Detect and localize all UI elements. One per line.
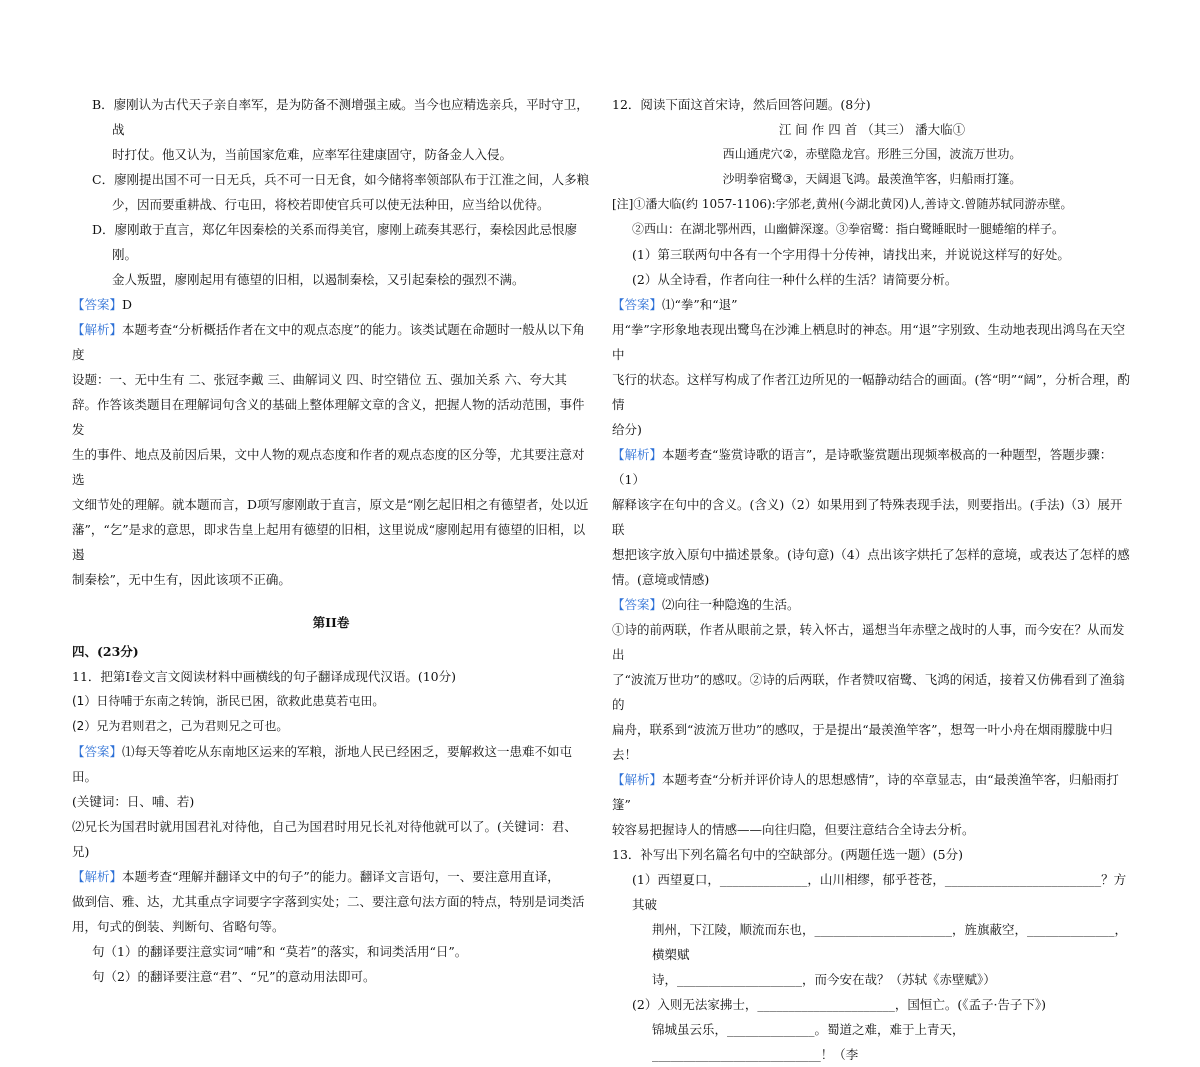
analysis-12b-line2: 较容易把握诗人的情感——向往归隐，但要注意结合全诗去分析。: [612, 822, 975, 837]
answer-tag: 【答案】: [612, 597, 663, 612]
analysis-11-line1: 【解析】本题考查“理解并翻译文中的句子”的能力。翻译文言语句，一、要注意用直译，: [72, 869, 560, 884]
question-13-part1-line1: (1）西望夏口，______________，山川相缪，郁乎苍苍，_________________________？方其破: [632, 872, 1127, 912]
part-four-heading: 四、(23分): [72, 644, 139, 659]
analysis-tag: 【解析】: [72, 869, 123, 884]
answer-11-line2: ⑵兄长为国君时就用国君礼对待他，自己为国君时用兄长礼对待他就可以了。(关键词：君、兄): [72, 819, 577, 859]
question-13-part1-line3: 诗，____________________，而今安在哉？（苏轼《赤壁赋》）: [652, 972, 996, 987]
option-d-line1: D．廖刚敢于直言，郑亿年因秦桧的关系而得美官，廖刚上疏奏其恶行，秦桧因此忌恨廖刚。: [92, 222, 578, 262]
poem-line1: 西山通虎穴②，赤壁隐龙宫。形胜三分国，波流万世功。: [722, 147, 1022, 161]
analysis-line7: 制秦桧”，无中生有，因此该项不正确。: [72, 572, 291, 587]
analysis-12-line4: 情。(意境或情感): [612, 572, 710, 587]
section-title: 第II卷: [312, 615, 350, 630]
analysis-11-line2: 做到信、雅、达，尤其重点字词要字字落到实处；二、要注意句法方面的特点，特别是词类活: [72, 894, 585, 909]
question-13-part2-line2: 锦城虽云乐，______________。蜀道之难，难于上青天，___________________________！（李: [652, 1022, 965, 1062]
answer-12-line4: 给分): [612, 422, 642, 437]
answer-12b-line1: 【答案】⑵向往一种隐逸的生活。: [612, 597, 800, 612]
answer-line: [72, 292, 590, 317]
answer-12b-line4: 扁舟，联系到“波流万世功”的感叹，于是提出“最羡渔竿客”，想驾一叶小舟在烟雨朦胧中归去！: [612, 722, 1113, 762]
question-12-sub2: (2）从全诗看，作者向往一种什么样的生活？请简要分析。: [632, 272, 958, 287]
answer-12b-line2: ①诗的前两联，作者从眼前之景，转入怀古，遥想当年赤壁之战时的人事，而今安在？从而发出: [612, 622, 1125, 662]
poem-note2: ②西山：在湖北鄂州西，山幽僻深邃。③拳宿鹭：指白鹭睡眠时一腿蜷缩的样子。: [632, 222, 1065, 236]
answer-11-keywords: (关键词：日、哺、若): [72, 794, 195, 809]
answer-12-line2: 用“拳”字形象地表现出鹭鸟在沙滩上栖息时的神态。用“退”字别致、生动地表现出鸿鸟在天空中: [612, 322, 1126, 362]
analysis-line4: 生的事件、地点及前因后果，文中人物的观点态度和作者的观点态度的区分等，尤其要注意对选: [72, 447, 585, 487]
question-13-part1-line2: 荆州，下江陵，顺流而东也，______________________，旌旗蔽空，______________，横槊赋: [652, 922, 1128, 962]
analysis-line1: 【解析】本题考查“分析概括作者在文中的观点态度”的能力。该类试题在命题时一般从以下角度: [72, 322, 585, 362]
answer-11-line1: 【答案】⑴每天等着吃从东南地区运来的军粮，浙地人民已经困乏，要解救这一患难不如屯田。: [72, 744, 573, 784]
option-c-line1: C．廖刚提出国不可一日无兵，兵不可一日无食，如今储将率领部队布于江淮之间，人多粮: [92, 172, 590, 187]
analysis-11-line3: 用，句式的倒装、判断句、省略句等。: [72, 919, 285, 934]
analysis-line5: 文细节处的理解。就本题而言，D项写廖刚敢于直言，原文是“刚乞起旧相之有德望者，处以近: [72, 497, 589, 512]
analysis-11-line5: 句（2）的翻译要注意“君”、“兄”的意动用法即可。: [92, 969, 376, 984]
answer-12-line3: 飞行的状态。这样写构成了作者江边所见的一幅静动结合的画面。(答“明”“阔”，分析合理，酌情: [612, 372, 1130, 412]
poem-line2: 沙明拳宿鹭③，天阔退飞鸿。最羡渔竿客，归船雨打篷。: [722, 172, 1022, 186]
left-column: [72, 92, 590, 989]
answer-tag: 【答案】: [72, 744, 123, 759]
analysis-12b-line1: 【解析】本题考查“分析并评价诗人的思想感情”，诗的卒章显志，由“最羡渔竿客，归船雨打篷”: [612, 772, 1119, 812]
question-13-part2-line1: (2）入则无法家拂士，______________________，国恒亡。(《孟子·告子下》): [632, 997, 1047, 1012]
analysis-12-line2: 解释该字在句中的含义。(含义)（2）如果用到了特殊表现手法，则要指出。(手法)（3）展开联: [612, 497, 1123, 537]
option-c-line2: 少，因而要重耕战、行屯田，将校若即使官兵可以使无法种田，应当给以优待。: [112, 197, 550, 212]
analysis-tag: 【解析】: [612, 447, 663, 462]
poem-title: 江 间 作 四 首 （其三） 潘大临①: [778, 122, 966, 137]
analysis-line6: 藩”，“乞”是求的意思，即求告皇上起用有德望的旧相，这里说成“廖刚起用有德望的旧相，以遏: [72, 522, 586, 562]
question-11-sentence2: (2）兄为君则君之，己为君则兄之可也。: [72, 719, 289, 733]
option-b-line2: 时打仗。他又认为，当前国家危难，应率军往建康固守，防备金人入侵。: [112, 147, 513, 162]
analysis-12-line3: 想把该字放入原句中描述景象。(诗句意)（4）点出该字烘托了怎样的意境，或表达了怎样的感: [612, 547, 1130, 562]
question-12: 12．阅读下面这首宋诗，然后回答问题。(8分): [612, 97, 871, 112]
answer-12b-line3: 了“波流万世功”的感叹。②诗的后两联，作者赞叹宿鹭、飞鸿的闲适，接着又仿佛看到了渔翁的: [612, 672, 1125, 712]
option-b-line1: B．廖刚认为古代天子亲自率军，是为防备不测增强主威。当今也应精选亲兵，平时守卫，战: [92, 97, 589, 137]
analysis-tag: 【解析】: [72, 322, 123, 337]
question-13: 13．补写出下列名篇名句中的空缺部分。(两题任选一题）(5分): [612, 847, 963, 862]
right-column: [612, 92, 1132, 1067]
question-12-sub1: (1）第三联两句中各有一个字用得十分传神，请找出来，并说说这样写的好处。: [632, 247, 1070, 262]
analysis-12-line1: 【解析】本题考查“鉴赏诗歌的语言”，是诗歌鉴赏题出现频率极高的一种题型，答题步骤：（1）: [612, 447, 1113, 487]
question-11-sentence1: (1）日待哺于东南之转饷，浙民已困，欲救此患莫若屯田。: [72, 694, 385, 708]
option-d-line2: 金人叛盟，廖刚起用有德望的旧相，以遏制秦桧，又引起秦桧的强烈不满。: [112, 272, 525, 287]
analysis-11-line4: 句（1）的翻译要注意实词“哺”和 “莫若”的落实，和词类活用“日”。: [92, 944, 468, 959]
analysis-tag: 【解析】: [612, 772, 663, 787]
answer-tag: 【答案】: [72, 297, 123, 312]
poem-note1: [注]①潘大临(约 1057-1106):字邠老,黄州(今湖北黄冈)人,善诗文.曾随苏轼同游赤壁。: [612, 197, 1073, 211]
analysis-line2: 设题：一、无中生有 二、张冠李戴 三、曲解词义 四、时空错位 五、强加关系 六、夸大其: [72, 372, 567, 387]
answer-value: D: [122, 297, 133, 312]
answer-tag: 【答案】: [612, 297, 663, 312]
analysis-line3: 辞。作答该类题目在理解词句含义的基础上整体理解文章的含义，把握人物的活动范围，事件发: [72, 397, 585, 437]
answer-12-line1: 【答案】⑴“拳”和“退”: [612, 297, 738, 312]
question-11: 11．把第Ⅰ卷文言文阅读材料中画横线的句子翻译成现代汉语。(10分): [72, 669, 457, 684]
